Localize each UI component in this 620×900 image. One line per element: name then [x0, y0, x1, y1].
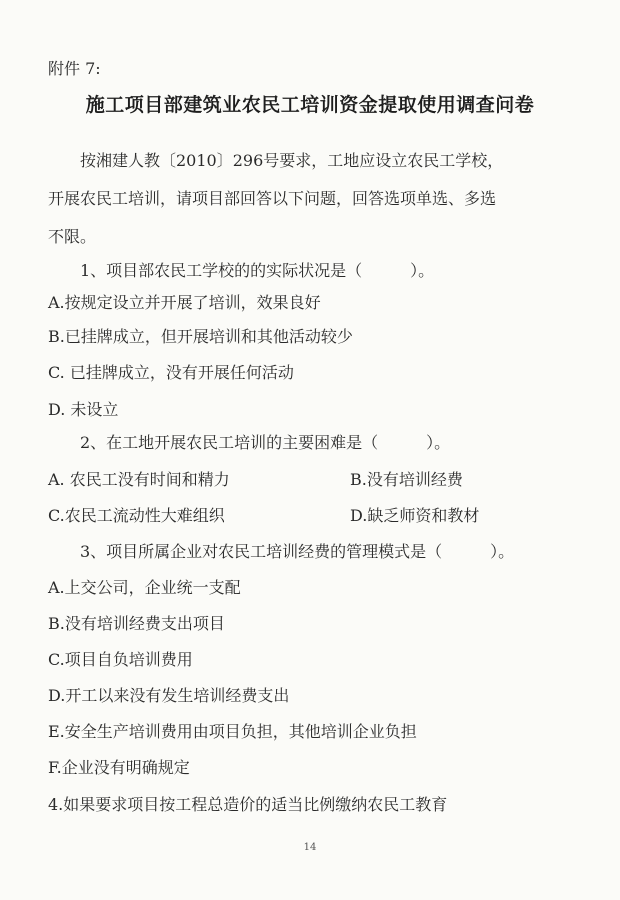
- page-number: 14: [303, 842, 317, 853]
- q2-option-b: B.没有培训经费: [350, 470, 463, 489]
- q3-option-a: A.上交公司，企业统一支配: [48, 578, 241, 597]
- page-title: 施工项目部建筑业农民工培训资金提取使用调查问卷: [85, 94, 535, 116]
- intro-line-1: 按湘建人教〔2010〕296号要求，工地应设立农民工学校，: [80, 151, 504, 170]
- q3-option-e: E.安全生产培训费用由项目负担，其他培训企业负担: [48, 722, 417, 741]
- q2-option-c: C.农民工流动性大难组织: [48, 506, 225, 525]
- question-1: 1、项目部农民工学校的的实际状况是（ ）。: [80, 261, 435, 280]
- question-3: 3、项目所属企业对农民工培训经费的管理模式是（ ）。: [80, 542, 515, 561]
- intro-line-2: 开展农民工培训，请项目部回答以下问题，回答选项单选、多选: [48, 189, 497, 208]
- attachment-label: 附件 7:: [48, 59, 101, 78]
- question-4: 4.如果要求项目按工程总造价的适当比例缴纳农民工教育: [48, 795, 448, 814]
- q1-option-c: C. 已挂牌成立，没有开展任何活动: [48, 363, 294, 382]
- q2-option-d: D.缺乏师资和教材: [350, 506, 480, 525]
- q3-option-c: C.项目自负培训费用: [48, 650, 193, 669]
- q1-option-b: B.已挂牌成立，但开展培训和其他活动较少: [48, 327, 353, 346]
- q1-option-d: D. 未设立: [48, 400, 119, 419]
- q1-option-a: A.按规定设立并开展了培训，效果良好: [48, 293, 321, 312]
- intro-line-3: 不限。: [48, 227, 97, 246]
- question-2: 2、在工地开展农民工培训的主要困难是（ ）。: [80, 433, 451, 452]
- q3-option-d: D.开工以来没有发生培训经费支出: [48, 686, 290, 705]
- q3-option-b: B.没有培训经费支出项目: [48, 614, 225, 633]
- q2-option-a: A. 农民工没有时间和精力: [48, 470, 230, 489]
- q3-option-f: F.企业没有明确规定: [48, 758, 190, 777]
